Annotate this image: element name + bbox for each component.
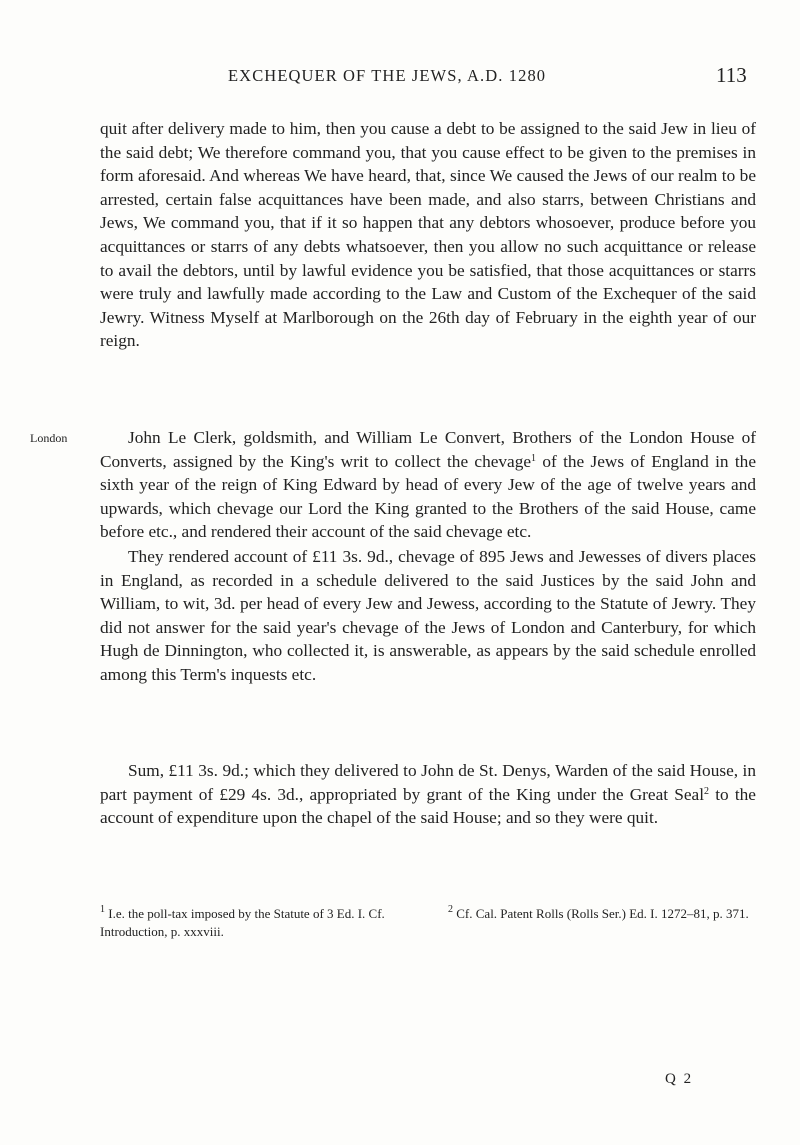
paragraph-sum: [100, 759, 756, 830]
paragraph-account-rendered: They rendered account of £11 3s. 9d., chevage of 895 Jews and Jewesses of divers places in England, as recorded in a schedule delivered to the said Justices by the said John and William, to wit, 3d. per head of every Jew and Jewess, according to the Statute of Jewry. They did not answer for the said year's chevage of the Jews of London and Canterbury, for which Hugh de Dinnington, who collected it, is answerable, as appears by the said schedule enrolled among this Term's inquests etc.: [100, 547, 756, 684]
signature-mark: Q 2: [665, 1071, 694, 1087]
paragraph-continuation: quit after delivery made to him, then you cause a debt to be assigned to the said Jew in lieu of the said debt; We therefore command you, that you cause effect to be given to the premises in form aforesaid. And whereas We have heard, that, since We caused the Jews of our realm to be arrested, certain false acquittances have been made, and also starrs, between Christians and Jews, We command you, that if it so happen that any debtors whosoever, produce before you acquittances or starrs of any debts whatsoever, then you allow no such acquittance or release to avail the debtors, until by lawful evidence you be satisfied, that those acquittances or starrs were truly and lawfully made according to the Law and Custom of the Exchequer of the said Jewry. Witness Myself at Marlborough on the 26th day of February in the eighth year of our reign.: [100, 119, 756, 351]
running-head: EXCHEQUER OF THE JEWS, A.D. 1280: [228, 66, 547, 85]
footnote-2: [448, 905, 760, 941]
paragraph-text: of the Jews of England in the sixth year of the reign of King Edward by head of every Jew of the age of twelve years and upwards, which chevage our Lord the King granted to the Brothers of the said House, came before etc., and rendered their account of the said chevage etc.: [100, 451, 756, 542]
footnote-ref-2: 2: [704, 785, 710, 797]
paragraph-text: John Le Clerk, goldsmith, and William Le Convert, Brothers of the London House of Converts, assigned by the King's writ to collect the chevage: [100, 428, 756, 471]
paragraph-text: to the account of expenditure upon the chapel of the said House; and so they were quit.: [100, 784, 756, 828]
footnote-ref-1: 1: [531, 452, 537, 464]
margin-note-london: London: [30, 431, 68, 445]
footnote-text: I.e. the poll-tax imposed by the Statute of 3 Ed. I. Cf. Introduction, p. xxxviii.: [100, 906, 385, 939]
footnote-mark-1: 1: [100, 904, 105, 915]
footnote-mark-2: 2: [448, 904, 453, 915]
page-number: 113: [716, 63, 747, 87]
paragraph-text: Sum, £11 3s. 9d.; which they delivered to John de St. Denys, Warden of the said House, in part payment of £29 4s. 3d., appropriated by grant of the King under the Great Seal: [100, 761, 756, 804]
footnote-text: Cf. Cal. Patent Rolls (Rolls Ser.) Ed. I. 1272–81, p. 371.: [453, 906, 749, 921]
footnotes: [100, 905, 760, 941]
paragraph-chevage-assignment: [100, 426, 756, 544]
footnote-1: [100, 905, 435, 941]
